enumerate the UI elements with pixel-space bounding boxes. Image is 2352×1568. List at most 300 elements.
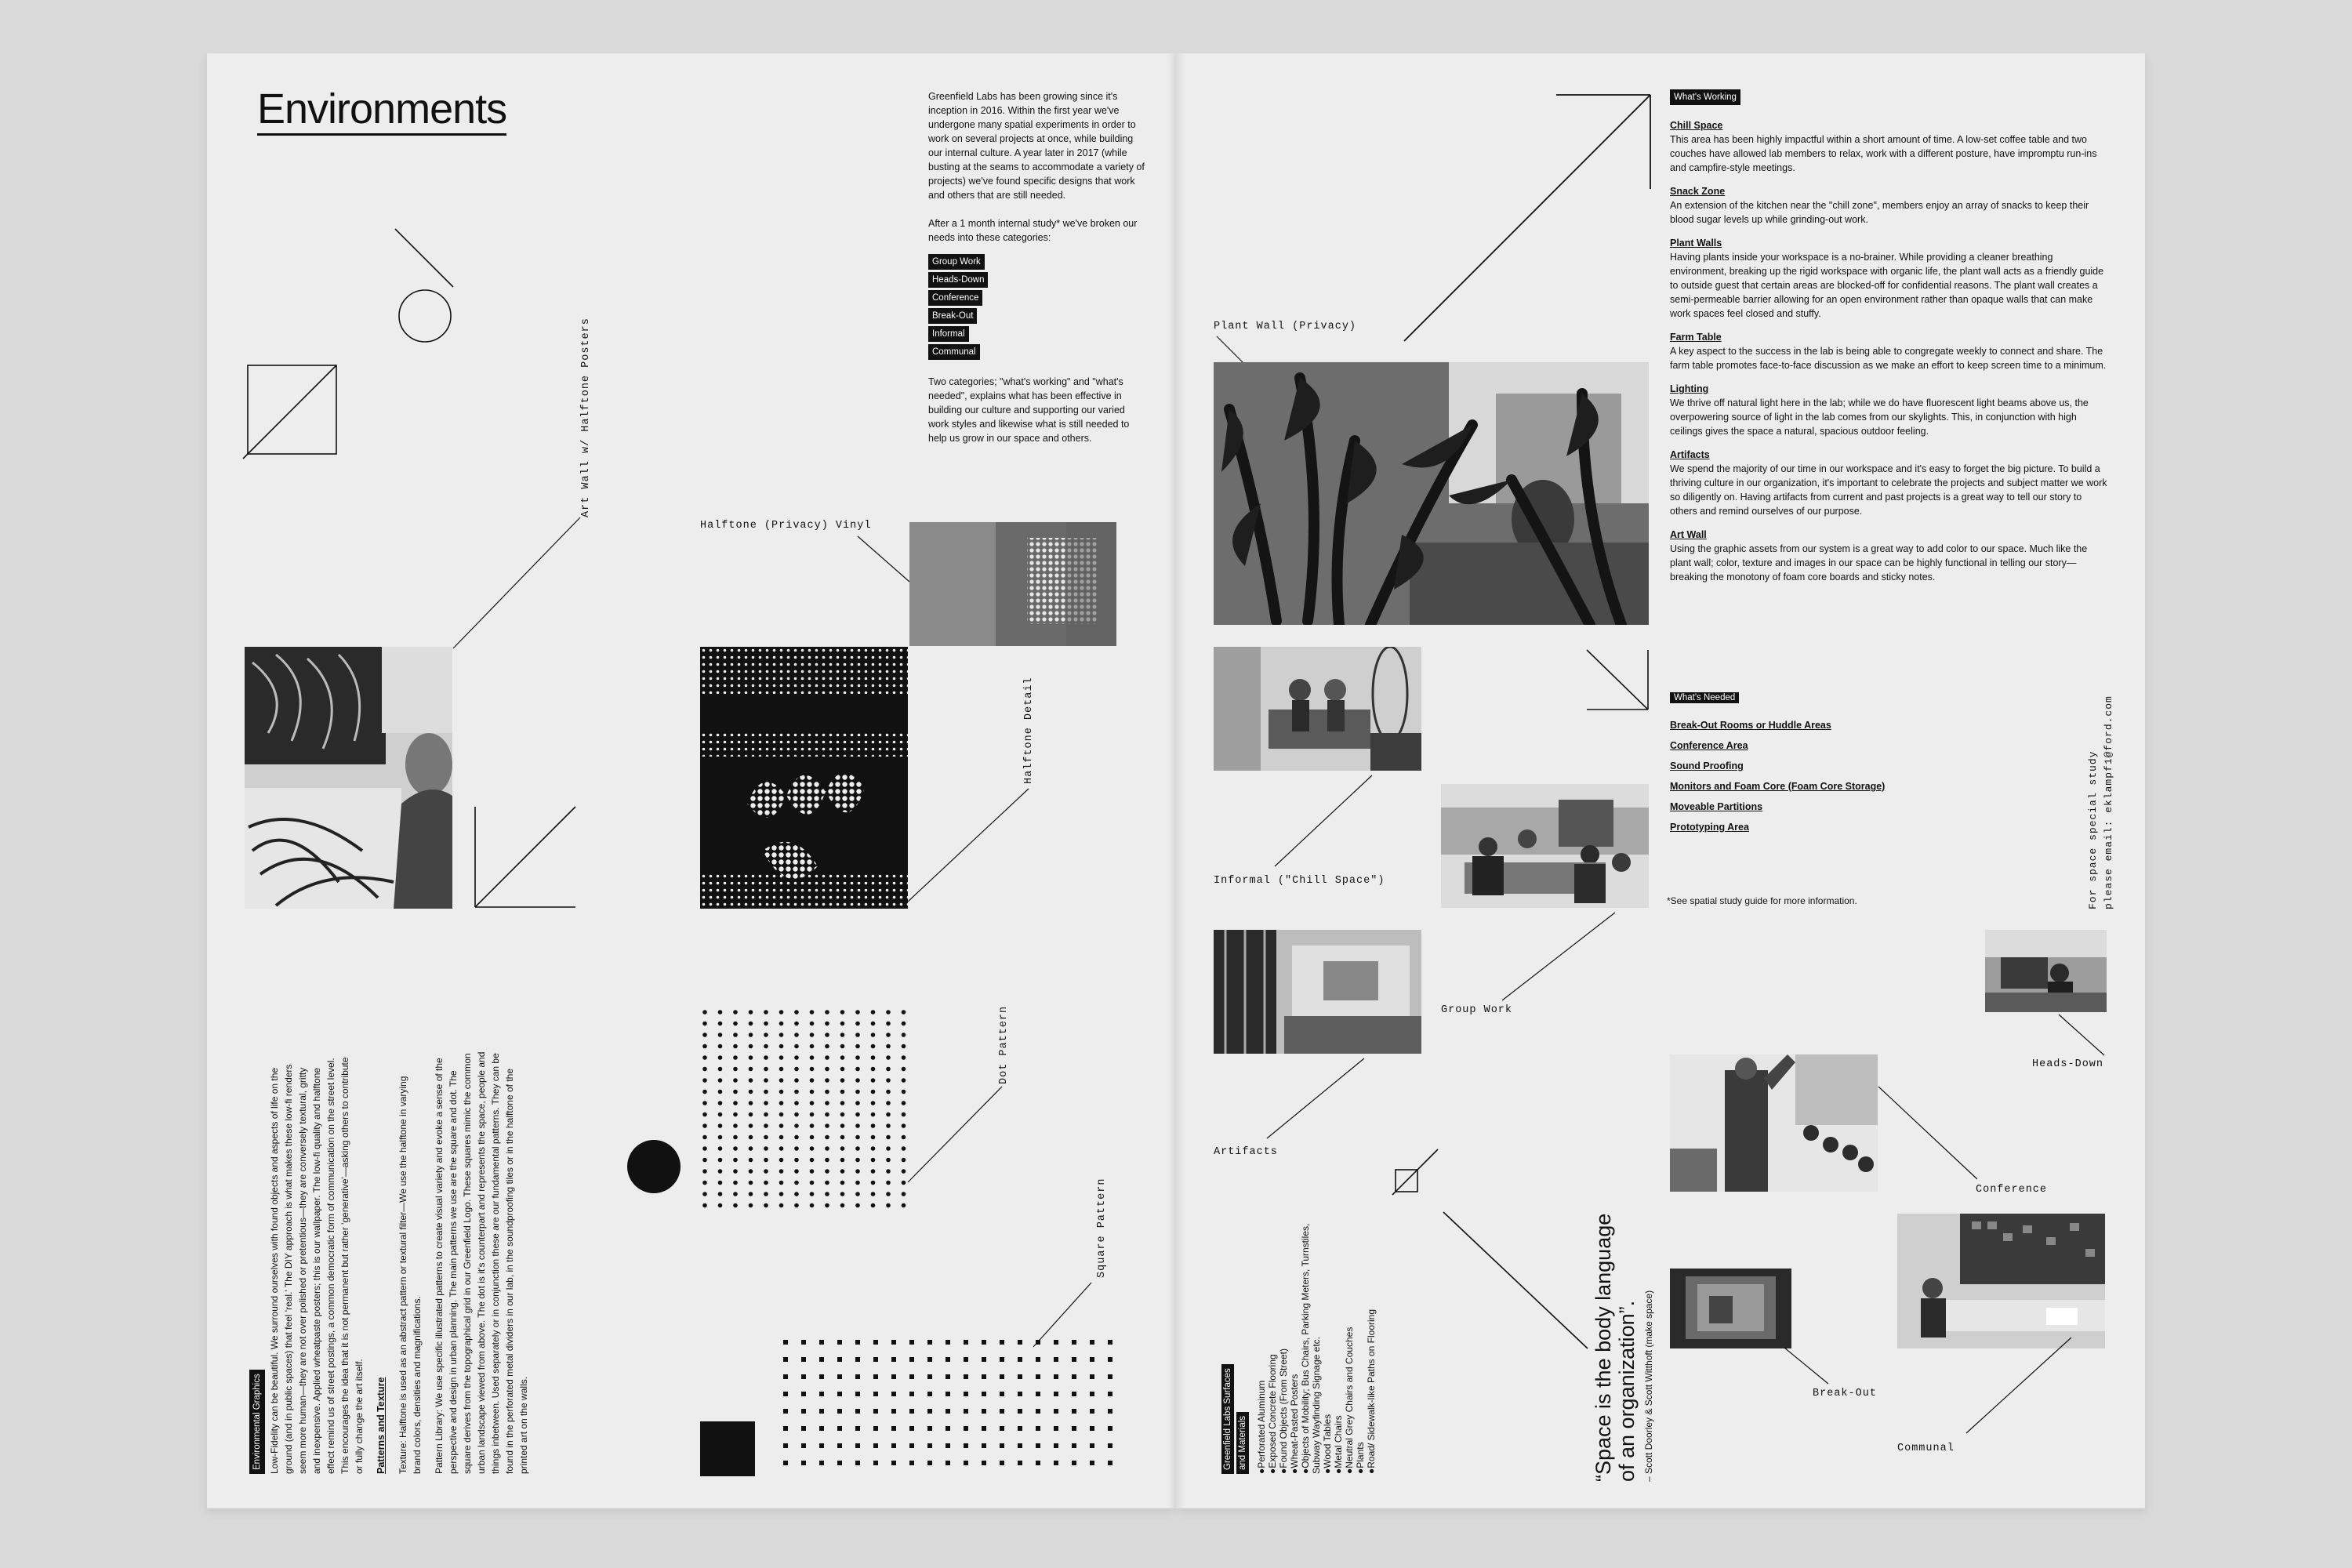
working-item-heading: Artifacts [1670, 449, 1710, 460]
pattern-dot [825, 1112, 829, 1117]
pattern-dot [733, 1169, 738, 1174]
pattern-dot [794, 1010, 799, 1014]
pattern-dot [886, 1192, 891, 1196]
pattern-dot [733, 1078, 738, 1083]
pattern-dot [871, 1112, 876, 1117]
pattern-dot [718, 1033, 723, 1037]
plant-wall-photo [1214, 362, 1649, 625]
pattern-dot [886, 1146, 891, 1151]
working-item-heading: Chill Space [1670, 120, 1723, 131]
pattern-square [927, 1409, 932, 1414]
pattern-dot [902, 1010, 906, 1014]
pattern-square [783, 1340, 788, 1345]
pattern-dot [779, 1158, 784, 1163]
pattern-dot [764, 1181, 768, 1185]
pattern-square [909, 1443, 914, 1448]
surfaces-item: ●Plants [1355, 1442, 1366, 1474]
working-item-text: Having plants inside your workspace is a no-brainer. While providing a cleaner breathing environment, breaking up the rigid workspace with organic life, the plant wall acts as a friendly guide to outside guest that certain areas are blocked-off for confidential reasons. The plant wall creates a semi-permeable barrier allowing for an open environment rather than opaque walls that can make work spaces feel closed and stuffy. [1670, 252, 2104, 319]
env-graphics-paragraph-1: Low-Fidelity can be beautiful. We surround ourselves with found objects and aspects of life on the ground (and in public spaces) that feel 'real.' The DIY approach is what makes these low-fi renders seem more human—they are not over polished or pretentious—they are conversely textural, gritty and inexpensive. Applied wheatpaste posters; this is our wallpaper. The low-fi quality and halftone effect remind us of street postings, a common democratic form of communication on the street level. This encourages the idea that it is not permanent but rather 'generative'—asking others to contribute or fully change the art itself. [269, 1057, 365, 1474]
pattern-dot [794, 1146, 799, 1151]
pattern-dot [779, 1192, 784, 1196]
pattern-dot [810, 1135, 815, 1140]
pattern-square [837, 1357, 842, 1362]
pattern-dot [779, 1203, 784, 1208]
pattern-square [909, 1374, 914, 1379]
pattern-dot [764, 1022, 768, 1026]
pattern-dot [794, 1067, 799, 1072]
pattern-dot [871, 1123, 876, 1128]
square-pattern [780, 1337, 1133, 1478]
pattern-dot [871, 1010, 876, 1014]
pattern-square [819, 1392, 824, 1396]
pattern-dot [871, 1044, 876, 1049]
pattern-dot [825, 1055, 829, 1060]
pattern-dot [871, 1033, 876, 1037]
pattern-dot [718, 1055, 723, 1060]
pattern-square [946, 1340, 950, 1345]
pattern-square [982, 1340, 986, 1345]
pattern-square [819, 1340, 824, 1345]
pattern-dot [779, 1101, 784, 1105]
pattern-dot [840, 1010, 845, 1014]
crossed-square-icon [1388, 1145, 1443, 1200]
pattern-dot [886, 1090, 891, 1094]
quote-attribution: – Scott Doorley & Scott Witthoft (make space) [1643, 1290, 1654, 1482]
pattern-dot [764, 1123, 768, 1128]
communal-image [1897, 1214, 2105, 1348]
pattern-dot [718, 1123, 723, 1128]
informal-photo [1214, 647, 1421, 771]
pattern-dot [749, 1022, 753, 1026]
pattern-square [873, 1443, 878, 1448]
pattern-dot [840, 1067, 845, 1072]
pattern-square [927, 1426, 932, 1431]
surfaces-item: ●Metal Chairs [1333, 1415, 1344, 1474]
leader-line [447, 514, 588, 655]
break-out-photo [1670, 1269, 1791, 1348]
pattern-dot [810, 1055, 815, 1060]
pattern-square [927, 1340, 932, 1345]
leader-line [1780, 1345, 1835, 1388]
pattern-square [873, 1340, 878, 1345]
pattern-dot [733, 1203, 738, 1208]
pattern-square [909, 1426, 914, 1431]
pattern-square [1018, 1357, 1022, 1362]
working-item-heading: Farm Table [1670, 332, 1722, 343]
pattern-dot [702, 1078, 707, 1083]
pattern-square [855, 1392, 860, 1396]
dot-pattern [700, 1007, 916, 1211]
pattern-square [855, 1443, 860, 1448]
pattern-square [891, 1443, 896, 1448]
pattern-dot [840, 1033, 845, 1037]
pattern-dot [702, 1044, 707, 1049]
pattern-dot [794, 1022, 799, 1026]
pattern-dot [749, 1158, 753, 1163]
working-item-heading: Art Wall [1670, 529, 1707, 540]
caption-communal: Communal [1897, 1443, 1955, 1454]
pattern-dot [718, 1022, 723, 1026]
env-graphics-tag: Environmental Graphics [249, 1370, 265, 1474]
whats-working-section [1670, 89, 2109, 584]
pattern-square [819, 1357, 824, 1362]
leader-line [2054, 1011, 2109, 1058]
pattern-dot [855, 1135, 860, 1140]
pattern-dot [749, 1146, 753, 1151]
pattern-square [1108, 1461, 1112, 1465]
pattern-dot [794, 1112, 799, 1117]
leader-line [1497, 908, 1623, 1006]
pattern-square [964, 1409, 968, 1414]
pattern-dot [825, 1101, 829, 1105]
pattern-square [855, 1409, 860, 1414]
leader-line [855, 533, 917, 588]
pattern-dot [718, 1135, 723, 1140]
pattern-dot [855, 1090, 860, 1094]
pattern-square [946, 1461, 950, 1465]
pattern-dot [718, 1044, 723, 1049]
pattern-square [1036, 1426, 1040, 1431]
pattern-dot [702, 1055, 707, 1060]
contact-email: please email: eklampf1@ford.com [2103, 695, 2114, 909]
pattern-dot [702, 1033, 707, 1037]
art-wall-image [245, 647, 452, 909]
pattern-square [1018, 1340, 1022, 1345]
pattern-dot [871, 1181, 876, 1185]
pattern-dot [886, 1181, 891, 1185]
surfaces-item: ●Neutral Grey Chairs and Couches [1344, 1327, 1355, 1474]
pattern-dot [794, 1090, 799, 1094]
pattern-square [783, 1461, 788, 1465]
pattern-dot [749, 1044, 753, 1049]
pattern-dot [810, 1112, 815, 1117]
pattern-dot [764, 1135, 768, 1140]
pattern-dot [718, 1169, 723, 1174]
pattern-square [873, 1461, 878, 1465]
needed-item: Sound Proofing [1670, 760, 1744, 771]
halftone-vinyl-photo [909, 522, 1116, 646]
pattern-square [1054, 1461, 1058, 1465]
pattern-dot [886, 1067, 891, 1072]
pattern-dot [794, 1055, 799, 1060]
pattern-square [982, 1409, 986, 1414]
pattern-square [819, 1409, 824, 1414]
pattern-square [801, 1461, 806, 1465]
pattern-dot [779, 1169, 784, 1174]
pattern-dot [886, 1101, 891, 1105]
pattern-dot [749, 1192, 753, 1196]
pattern-square [1090, 1443, 1094, 1448]
pattern-dot [871, 1146, 876, 1151]
pattern-square [1108, 1340, 1112, 1345]
pattern-dot [810, 1203, 815, 1208]
pattern-square [783, 1409, 788, 1414]
pattern-square [964, 1357, 968, 1362]
pattern-dot [810, 1044, 815, 1049]
pattern-square [837, 1374, 842, 1379]
pattern-dot [886, 1169, 891, 1174]
pattern-dot [810, 1192, 815, 1196]
pattern-dot [902, 1044, 906, 1049]
pattern-dot [779, 1123, 784, 1128]
intro-paragraph-1: Greenfield Labs has been growing since it's inception in 2016. Within the first year we've undergone many spatial experiments in order to work on several projects at once, while building our internal culture. A year later in 2017 (while busting at the seams to accommodate a variety of projects) we've found specific designs that work and others that are still needed. [928, 91, 1145, 201]
pattern-dot [718, 1158, 723, 1163]
halftone-detail-image [700, 647, 908, 909]
pattern-dot [810, 1022, 815, 1026]
pattern-square [1018, 1409, 1022, 1414]
pattern-dot [855, 1169, 860, 1174]
break-out-image [1670, 1269, 1791, 1348]
pattern-dot [886, 1078, 891, 1083]
pattern-dot [764, 1078, 768, 1083]
pattern-dot [902, 1203, 906, 1208]
caption-halftone-vinyl: Halftone (Privacy) Vinyl [700, 520, 872, 532]
pattern-square [873, 1409, 878, 1414]
pattern-dot [855, 1146, 860, 1151]
black-square [700, 1421, 757, 1478]
pattern-dot [886, 1055, 891, 1060]
pattern-dot [886, 1123, 891, 1128]
pattern-square [855, 1357, 860, 1362]
pattern-dot [825, 1078, 829, 1083]
pattern-dot [886, 1135, 891, 1140]
pattern-dot [855, 1158, 860, 1163]
pattern-square [909, 1340, 914, 1345]
pattern-square [819, 1374, 824, 1379]
pattern-square [1036, 1374, 1040, 1379]
pattern-square [1036, 1340, 1040, 1345]
pattern-square [946, 1443, 950, 1448]
pattern-dot [779, 1044, 784, 1049]
pattern-dot [779, 1090, 784, 1094]
pattern-dot [779, 1010, 784, 1014]
pattern-dot [702, 1135, 707, 1140]
pattern-dot [764, 1033, 768, 1037]
pattern-square [1036, 1392, 1040, 1396]
pattern-dot [733, 1044, 738, 1049]
pattern-dot [749, 1123, 753, 1128]
working-item-text: We thrive off natural light here in the lab; while we do have fluorescent light beams above us, the overpowering source of light in the lab comes from our skylights. This, in conjunction with high ceilings gives the space a natural, spacious outdoor feeling. [1670, 397, 2089, 437]
pattern-square [1090, 1357, 1094, 1362]
env-graphics-paragraph-2: Texture: Halftone is used as an abstract pattern or textural filter—We use the halftone in varying brand colors, densities and magnifications. [397, 1076, 423, 1474]
pattern-dot [871, 1067, 876, 1072]
pattern-dot [779, 1055, 784, 1060]
pattern-dot [749, 1203, 753, 1208]
pattern-dot [764, 1146, 768, 1151]
working-item-text: This area has been highly impactful within a short amount of time. A low-set coffee table and two couches have allowed lab members to relax, work with a different posture, have impromptu run-ins and campfire-style meetings. [1670, 134, 2097, 173]
pattern-dot [779, 1146, 784, 1151]
pattern-square [927, 1392, 932, 1396]
pattern-dot [871, 1078, 876, 1083]
pattern-dot [733, 1090, 738, 1094]
pattern-square [982, 1374, 986, 1379]
pattern-dot [749, 1135, 753, 1140]
pattern-dot [871, 1090, 876, 1094]
pattern-square [1090, 1409, 1094, 1414]
pattern-dot [702, 1181, 707, 1185]
surfaces-item: ●Road/ Sidewalk-like Paths on Flooring [1366, 1308, 1377, 1474]
pattern-square [927, 1357, 932, 1362]
pattern-dot [810, 1101, 815, 1105]
black-circle [626, 1138, 682, 1195]
arrow-down-left-icon [470, 804, 580, 913]
surfaces-item: ●Perforated Aluminum [1256, 1380, 1267, 1474]
pattern-dot [886, 1022, 891, 1026]
pattern-square [837, 1392, 842, 1396]
pattern-square [1108, 1426, 1112, 1431]
pattern-dot [702, 1022, 707, 1026]
caption-informal: Informal ("Chill Space") [1214, 875, 1385, 887]
heads-down-photo [1985, 930, 2107, 1012]
caption-heads-down: Heads-Down [2032, 1058, 2104, 1070]
pattern-square [1072, 1443, 1076, 1448]
pattern-dot [855, 1010, 860, 1014]
group-work-photo [1441, 784, 1649, 908]
pattern-square [1090, 1392, 1094, 1396]
pattern-square [783, 1374, 788, 1379]
pattern-dot [702, 1123, 707, 1128]
pattern-square [964, 1340, 968, 1345]
pattern-dot [840, 1090, 845, 1094]
pattern-dot [886, 1112, 891, 1117]
needed-item: Break-Out Rooms or Huddle Areas [1670, 720, 1831, 731]
pattern-dot [733, 1112, 738, 1117]
geometric-decoration [235, 220, 470, 470]
plant-wall-image [1214, 362, 1649, 625]
pattern-dot [840, 1078, 845, 1083]
pattern-square [1036, 1461, 1040, 1465]
pattern-dot [825, 1123, 829, 1128]
pattern-dot [702, 1067, 707, 1072]
working-item-text: Using the graphic assets from our system is a great way to add color to our space. Much like the plant wall; color, texture and images in our space can be highly functional in telling our story—breaking the monotony of foam core boards and sticky notes. [1670, 543, 2088, 583]
pattern-dot [825, 1169, 829, 1174]
pattern-square [946, 1426, 950, 1431]
pattern-square [1072, 1357, 1076, 1362]
pattern-dot [764, 1192, 768, 1196]
pattern-dot [855, 1022, 860, 1026]
spatial-study-note: *See spatial study guide for more information. [1667, 895, 1857, 906]
quote-text: “Space is the body language of an organization”. [1592, 1213, 1639, 1482]
surfaces-item: ●Found Objects (From Street) [1278, 1348, 1289, 1474]
pattern-square [1018, 1443, 1022, 1448]
pattern-dot [840, 1101, 845, 1105]
pattern-square [783, 1357, 788, 1362]
pattern-dot [702, 1158, 707, 1163]
arrow-down-right-icon [1584, 647, 1654, 713]
leader-line [1262, 1054, 1372, 1144]
pattern-dot [718, 1192, 723, 1196]
pattern-square [1090, 1374, 1094, 1379]
pattern-square [891, 1392, 896, 1396]
pattern-dot [840, 1192, 845, 1196]
pattern-square [837, 1340, 842, 1345]
pattern-dot [855, 1055, 860, 1060]
pattern-square [1000, 1340, 1004, 1345]
pattern-dot [825, 1010, 829, 1014]
pattern-dot [886, 1158, 891, 1163]
pattern-dot [764, 1067, 768, 1072]
pattern-square [1072, 1392, 1076, 1396]
pattern-dot [702, 1203, 707, 1208]
pattern-square [855, 1340, 860, 1345]
pattern-square [1054, 1374, 1058, 1379]
pattern-square [1090, 1340, 1094, 1345]
pattern-dot [764, 1112, 768, 1117]
pattern-dot [764, 1169, 768, 1174]
needed-item: Monitors and Foam Core (Foam Core Storage) [1670, 781, 1886, 792]
category-tag: Informal [928, 326, 969, 342]
pattern-dot [733, 1181, 738, 1185]
conference-image [1670, 1054, 1878, 1192]
contact-line-1: For space special study [2087, 750, 2099, 909]
pattern-dot [840, 1146, 845, 1151]
pattern-square [873, 1392, 878, 1396]
pattern-square [891, 1461, 896, 1465]
pattern-dot [702, 1192, 707, 1196]
pattern-square [1036, 1409, 1040, 1414]
pattern-dot [733, 1101, 738, 1105]
pattern-square [1090, 1461, 1094, 1465]
pattern-dot [794, 1169, 799, 1174]
pattern-square [801, 1340, 806, 1345]
pattern-square [964, 1461, 968, 1465]
artifacts-image [1214, 930, 1421, 1054]
pattern-square [801, 1443, 806, 1448]
pattern-dot [871, 1101, 876, 1105]
spine-shadow [1167, 53, 1185, 1508]
category-tag: Heads-Down [928, 272, 988, 288]
pattern-dot [825, 1090, 829, 1094]
leader-line [1439, 1207, 1595, 1356]
artifacts-photo [1214, 930, 1421, 1054]
pattern-dot [749, 1078, 753, 1083]
leader-line [1270, 771, 1380, 873]
pattern-dot [779, 1033, 784, 1037]
pattern-dot [764, 1101, 768, 1105]
needed-item: Conference Area [1670, 740, 1748, 751]
pattern-dot [764, 1044, 768, 1049]
pattern-dot [794, 1101, 799, 1105]
pattern-square [873, 1357, 878, 1362]
pattern-square [1000, 1426, 1004, 1431]
needed-item: Prototyping Area [1670, 822, 1749, 833]
pattern-square [946, 1357, 950, 1362]
surfaces-item: ●Exposed Concrete Flooring [1267, 1354, 1278, 1474]
pattern-dot [855, 1033, 860, 1037]
pattern-square [1018, 1426, 1022, 1431]
pattern-dot [871, 1203, 876, 1208]
pattern-dot [794, 1135, 799, 1140]
pattern-dot [749, 1101, 753, 1105]
pattern-dot [749, 1033, 753, 1037]
pattern-dot [902, 1192, 906, 1196]
pattern-dot [810, 1146, 815, 1151]
pattern-square [783, 1443, 788, 1448]
pattern-dot [855, 1044, 860, 1049]
pattern-dot [840, 1135, 845, 1140]
pattern-dot [855, 1192, 860, 1196]
pattern-dot [718, 1101, 723, 1105]
pattern-dot [733, 1022, 738, 1026]
pattern-square [855, 1426, 860, 1431]
pattern-square [1000, 1409, 1004, 1414]
pattern-dot [779, 1078, 784, 1083]
needed-item: Moveable Partitions [1670, 801, 1763, 812]
leader-line [1960, 1333, 2078, 1439]
pattern-square [927, 1374, 932, 1379]
pattern-square [1018, 1374, 1022, 1379]
pattern-square [964, 1392, 968, 1396]
